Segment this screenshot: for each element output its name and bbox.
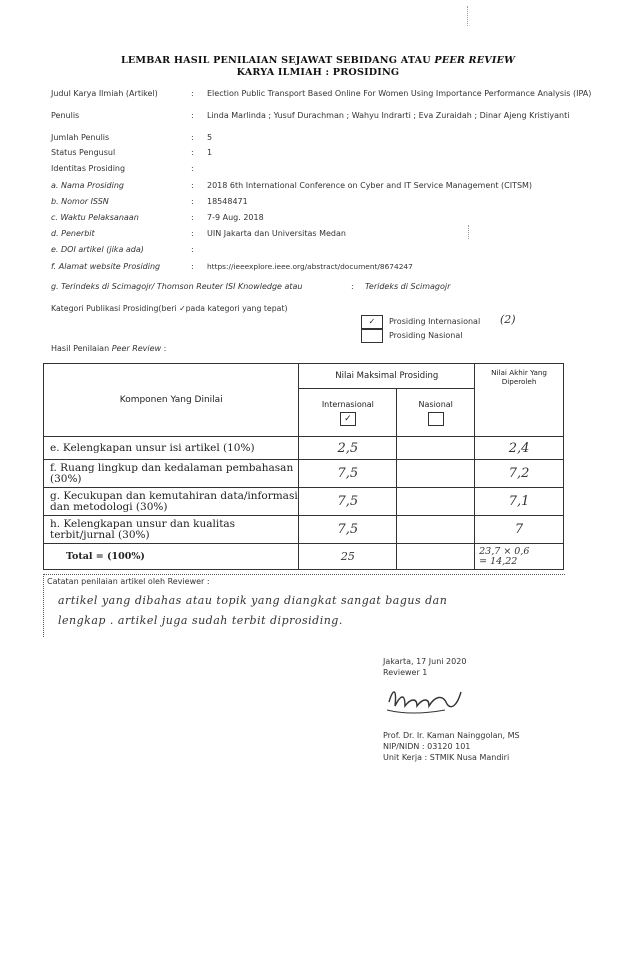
signature-place-date: Jakarta, 17 Juni 2020: [383, 657, 467, 666]
international-checkbox[interactable]: ✓: [340, 412, 356, 426]
row-national: [397, 437, 475, 460]
field-colon: :: [191, 181, 194, 190]
field-value-status: 1: [207, 148, 213, 157]
field-label-publisher: d. Penerbit: [51, 229, 95, 238]
category-label: Kategori Publikasi Prosiding(beri ✓pada kategori yang tepat): [51, 304, 288, 313]
field-label-authors: Penulis: [51, 111, 80, 120]
field-value-indexed: Terideks di Scimagojr: [365, 282, 451, 291]
field-label-indexed: g. Terindeks di Scimagojr/ Thomson Reuter ISI Knowledge atau: [51, 282, 303, 291]
category-national-label: Prosiding Nasional: [389, 331, 463, 340]
total-label: Total = (100%): [44, 544, 299, 570]
header-component: Komponen Yang Dinilai: [44, 364, 299, 437]
signature-unit: Unit Kerja : STMIK Nusa Mandiri: [383, 753, 510, 762]
field-label-identity: Identitas Prosiding: [51, 164, 126, 173]
field-label-issn: b. Nomor ISSN: [51, 197, 109, 206]
scan-mark-mid: [468, 225, 469, 239]
field-label-doi: e. DOI artikel (jika ada): [51, 245, 144, 254]
table-row-total: [44, 544, 564, 570]
category-international-checkbox[interactable]: ✓: [361, 315, 383, 329]
row-max: 2,5: [299, 437, 397, 460]
row-national: [397, 488, 475, 516]
total-final-line2: = 14,22: [479, 555, 518, 567]
field-label-author-count: Jumlah Penulis: [51, 133, 110, 142]
table-row: [44, 460, 564, 488]
row-final: 7,1: [475, 488, 564, 516]
scores-table: [43, 363, 564, 570]
total-final-cell: [475, 544, 564, 570]
row-max: 7,5: [299, 488, 397, 516]
document-subtitle: KARYA ILMIAH : PROSIDING: [236, 67, 400, 78]
row-final: 7,2: [475, 460, 564, 488]
signature-mark: [383, 680, 463, 720]
table-row: [44, 488, 564, 516]
header-final: Nilai Akhir Yang Diperoleh: [475, 364, 564, 437]
field-colon: :: [191, 245, 194, 254]
field-colon: :: [351, 282, 354, 291]
signature-name: Prof. Dr. Ir. Kaman Nainggolan, MS: [383, 731, 520, 740]
field-value-authors: Linda Marlinda ; Yusuf Durachman ; Wahyu Indrarti ; Eva Zuraidah ; Dinar Ajeng Kristiyanti: [207, 111, 570, 120]
document-title: LEMBAR HASIL PENILAIAN SEJAWAT SEBIDANG ATAU PEER REVIEW: [120, 55, 516, 66]
header-national: Nasional: [418, 399, 453, 409]
row-max: 7,5: [299, 460, 397, 488]
category-national-checkbox[interactable]: [361, 329, 383, 343]
row-final: 2,4: [475, 437, 564, 460]
header-national-cell: [397, 389, 475, 437]
field-colon: :: [191, 213, 194, 222]
field-colon: :: [191, 197, 194, 206]
header-max: Nilai Maksimal Prosiding: [299, 364, 475, 389]
field-label-status: Status Pengusul: [51, 148, 116, 157]
signature-nip: NIP/NIDN : 03120 101: [383, 742, 471, 751]
notes-line2: lengkap . artikel juga sudah terbit diprosiding.: [58, 614, 343, 627]
row-component: e. Kelengkapan unsur isi artikel (10%): [44, 437, 299, 460]
row-component: f. Ruang lingkup dan kedalaman pembahasan (30%): [44, 460, 299, 488]
field-colon: :: [191, 89, 194, 98]
field-colon: :: [191, 262, 194, 271]
field-colon: :: [191, 111, 194, 120]
row-national: [397, 516, 475, 544]
table-row: [44, 437, 564, 460]
row-component: h. Kelengkapan unsur dan kualitas terbit/jurnal (30%): [44, 516, 299, 544]
row-max: 7,5: [299, 516, 397, 544]
field-value-date: 7-9 Aug. 2018: [207, 213, 264, 222]
notes-label: Catatan penilaian artikel oleh Reviewer :: [47, 577, 210, 586]
field-colon: :: [191, 229, 194, 238]
table-row: [44, 516, 564, 544]
field-value-issn: 18548471: [207, 197, 248, 206]
field-value-website: https://ieeexplore.ieee.org/abstract/document/8674247: [207, 262, 413, 271]
field-colon: :: [191, 148, 194, 157]
row-component: g. Kecukupan dan kemutahiran data/informasi dan metodologi (30%): [44, 488, 299, 516]
field-value-title: Election Public Transport Based Online For Women Using Importance Performance Analysis (IPA): [207, 89, 592, 98]
total-final-line1: 23,7 × 0,6: [479, 545, 530, 557]
row-final: 7: [475, 516, 564, 544]
category-international-label: Prosiding Internasional: [389, 317, 481, 326]
national-checkbox[interactable]: [428, 412, 444, 426]
header-international-cell: [299, 389, 397, 437]
category-international-handwritten: (2): [500, 313, 516, 326]
field-value-publisher: UIN Jakarta dan Universitas Medan: [207, 229, 346, 238]
field-colon: :: [191, 133, 194, 142]
notes-line1: artikel yang dibahas atau topik yang diangkat sangat bagus dan: [58, 594, 448, 607]
field-label-title: Judul Karya Ilmiah (Artikel): [51, 89, 158, 98]
results-label: Hasil Penilaian Peer Review :: [51, 344, 167, 353]
scan-mark-top: [467, 6, 468, 26]
total-national: [397, 544, 475, 570]
field-colon: :: [191, 164, 194, 173]
total-max: 25: [299, 544, 397, 570]
header-international: Internasional: [321, 399, 374, 409]
field-value-proceeding-name: 2018 6th International Conference on Cyber and IT Service Management (CITSM): [207, 181, 533, 190]
field-label-proceeding-name: a. Nama Prosiding: [51, 181, 124, 190]
row-national: [397, 460, 475, 488]
signature-role: Reviewer 1: [383, 668, 428, 677]
field-label-website: f. Alamat website Prosiding: [51, 262, 161, 271]
field-label-date: c. Waktu Pelaksanaan: [51, 213, 139, 222]
field-value-author-count: 5: [207, 133, 213, 142]
